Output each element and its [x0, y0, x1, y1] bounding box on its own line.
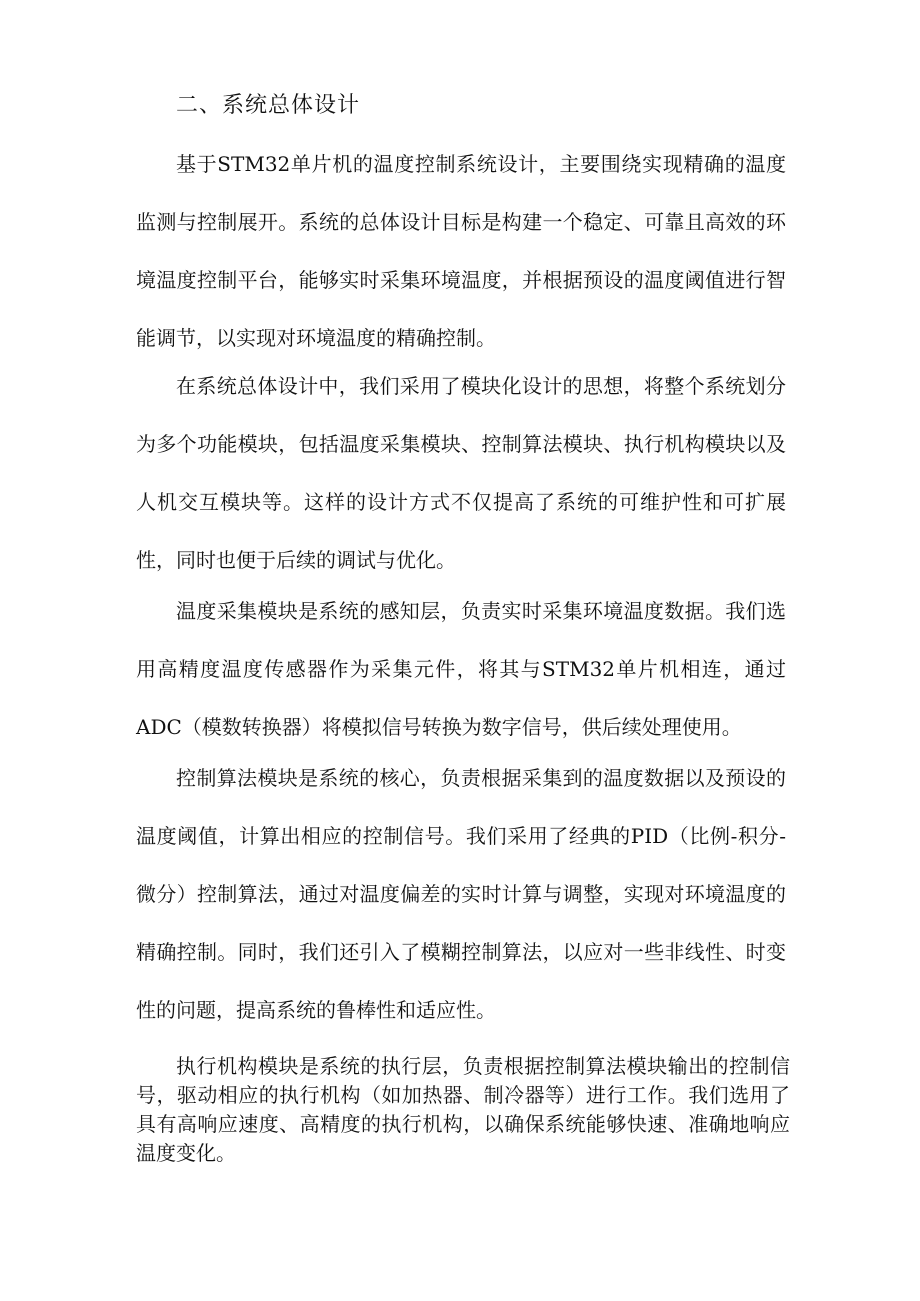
- paragraph-temperature-acquisition: 温度采集模块是系统的感知层，负责实时采集环境温度数据。我们选用高精度温度传感器作为采集元件，将其与STM32单片机相连，通过ADC（模数转换器）将模拟信号转换为数字信号，供后续处理使用。: [136, 599, 786, 739]
- section-heading: 二、系统总体设计: [176, 93, 361, 118]
- paragraph-overview: 基于STM32单片机的温度控制系统设计，主要围绕实现精确的温度监测与控制展开。系统的总体设计目标是构建一个稳定、可靠且高效的环境温度控制平台，能够实时采集环境温度，并根据预设的温度阈值进行智能调节，以实现对环境温度的精确控制。: [136, 152, 786, 350]
- paragraph-control-algorithm: 控制算法模块是系统的核心，负责根据采集到的温度数据以及预设的温度阈值，计算出相应的控制信号。我们采用了经典的PID（比例-积分-微分）控制算法，通过对温度偏差的实时计算与调整，实现对环境温度的精确控制。同时，我们还引入了模糊控制算法，以应对一些非线性、时变性的问题，提高系统的鲁棒性和适应性。: [136, 766, 786, 1022]
- paragraph-actuator: 执行机构模块是系统的执行层，负责根据控制算法模块输出的控制信号，驱动相应的执行机构（如加热器、制冷器等）进行工作。我们选用了具有高响应速度、高精度的执行机构，以确保系统能够快速、准确地响应温度变化。: [136, 1054, 790, 1165]
- paragraph-modular-design: 在系统总体设计中，我们采用了模块化设计的思想，将整个系统划分为多个功能模块，包括温度采集模块、控制算法模块、执行机构模块以及人机交互模块等。这样的设计方式不仅提高了系统的可维护性和可扩展性，同时也便于后续的调试与优化。: [136, 374, 786, 572]
